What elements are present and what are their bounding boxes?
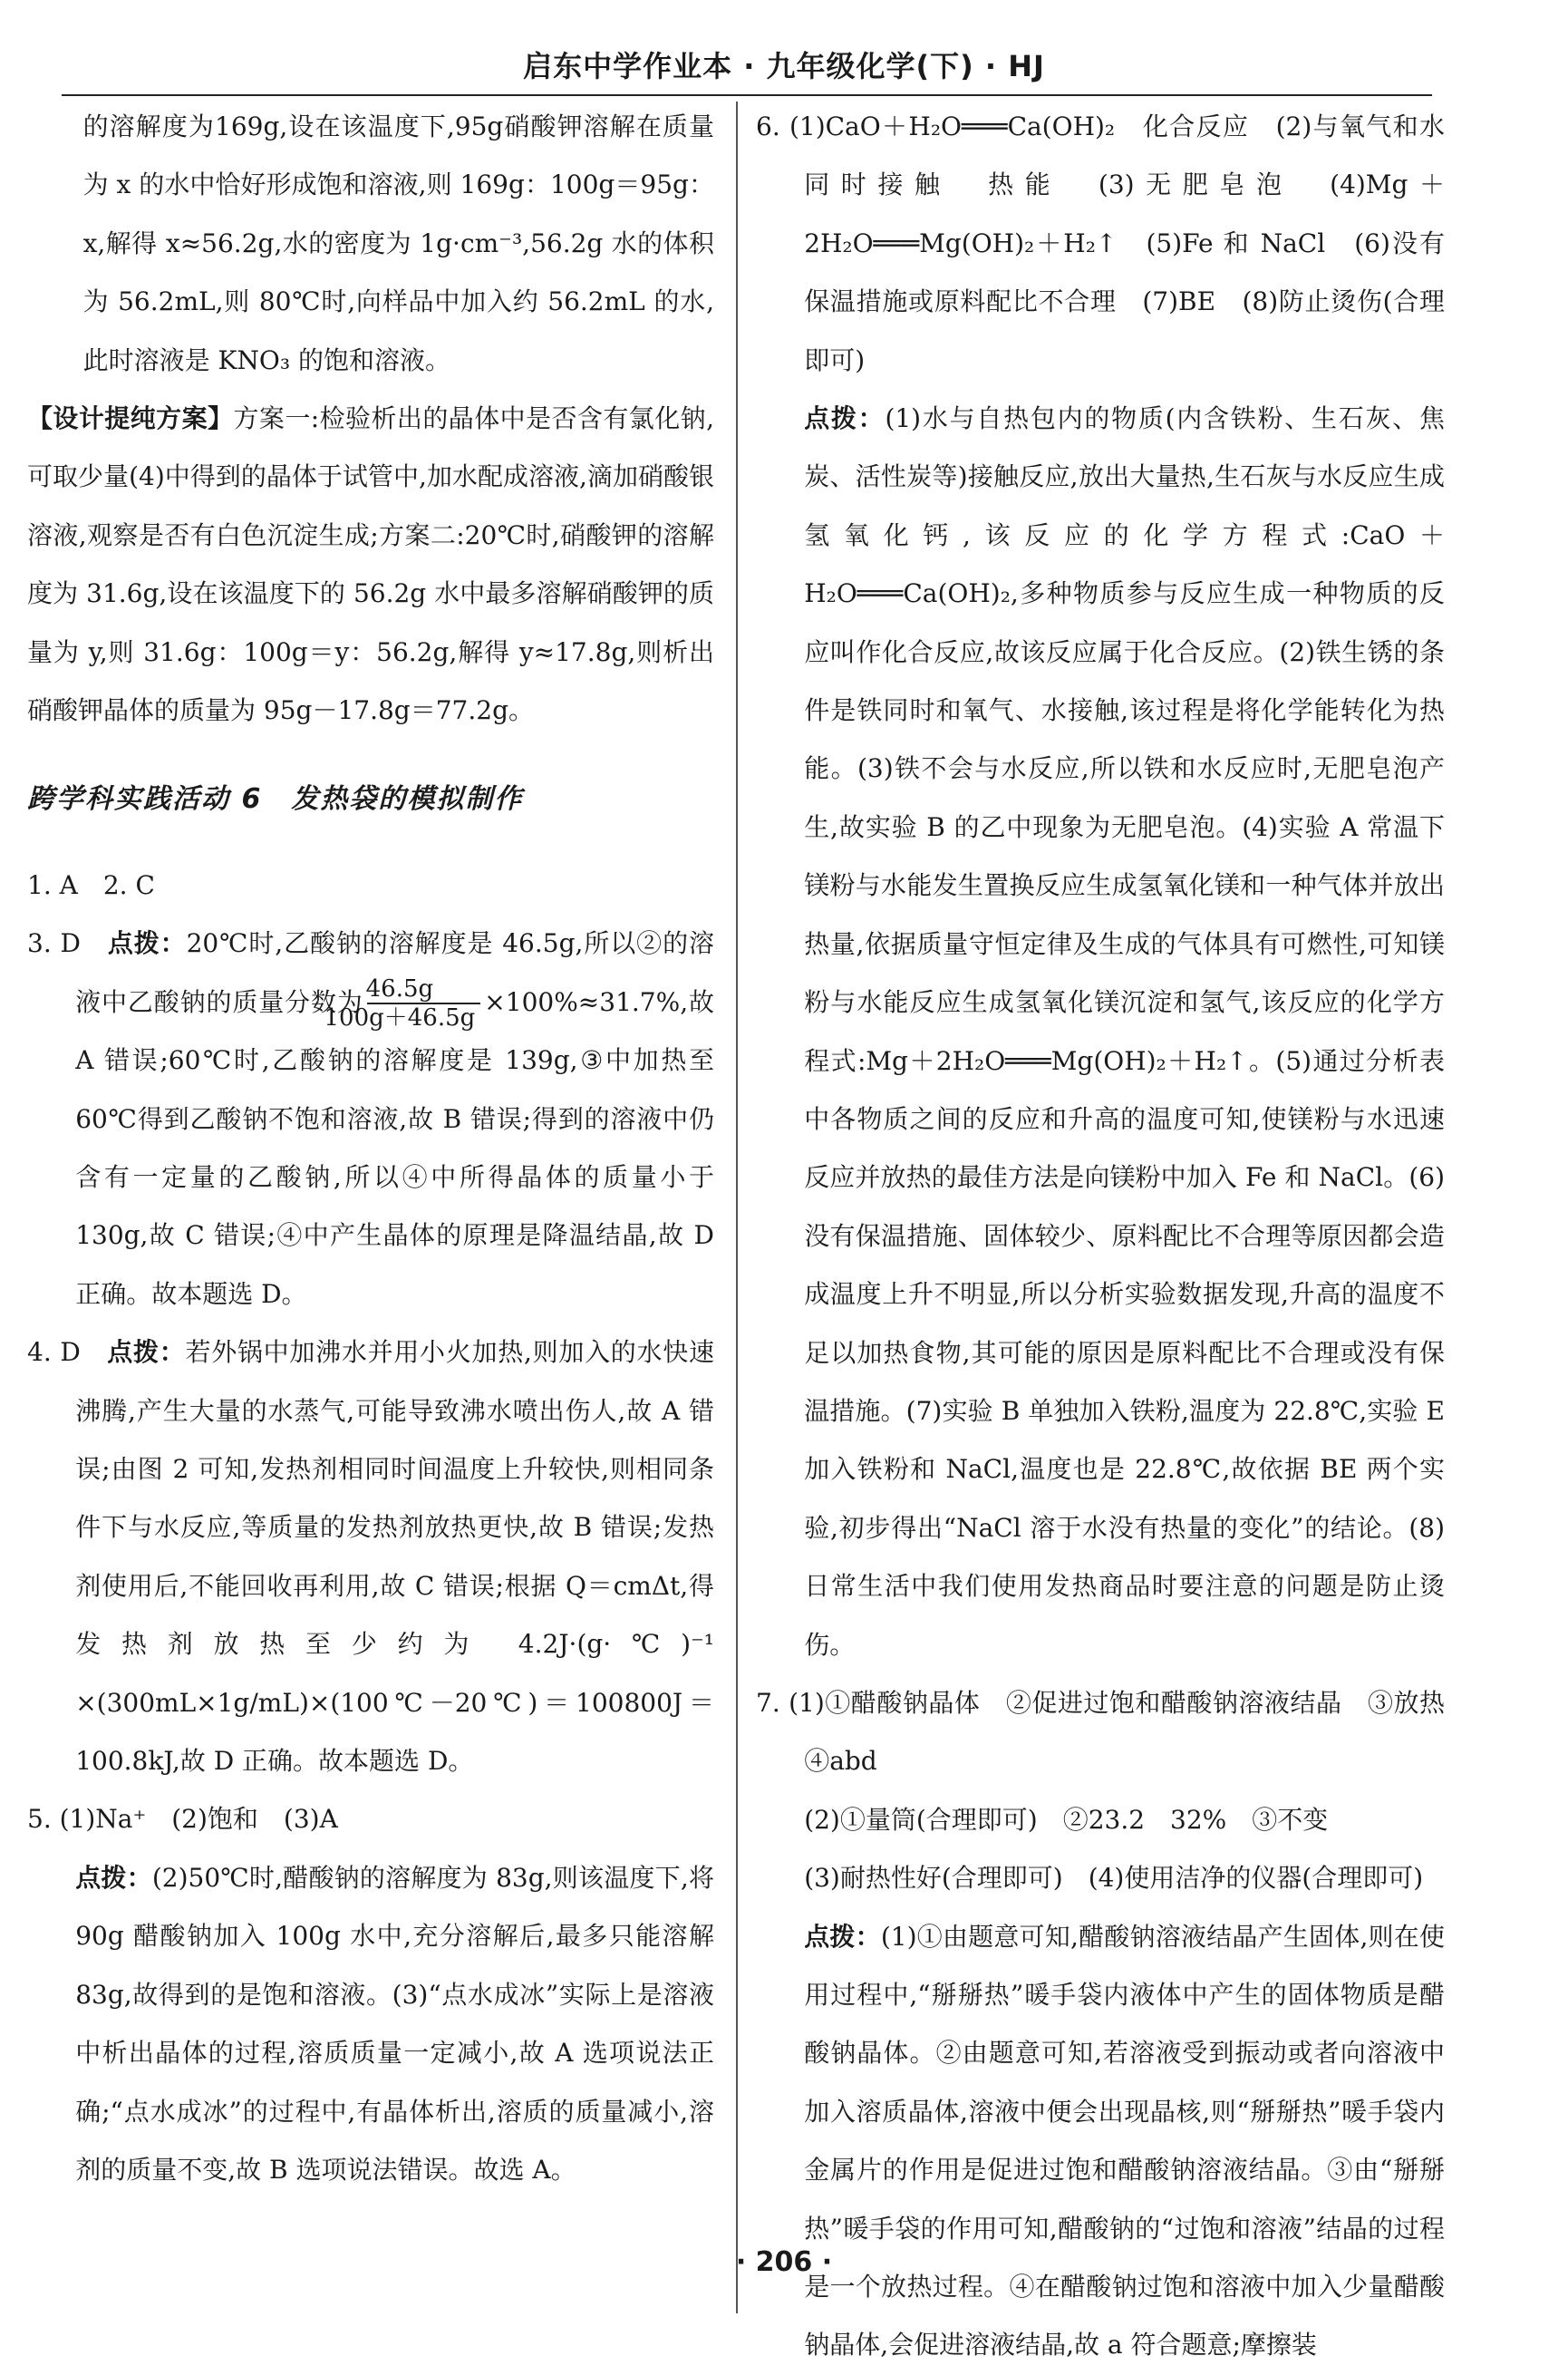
answer-4-text: 若外锅中加沸水并用小火加热,则加入的水快速沸腾,产生大量的水蒸气,可能导致沸水喷出伤人,故 A 错误;由图 2 可知,发热剂相同时间温度上升较快,则相同条件下与水反应,等质量的发热剂放热更快,故 B 错误;发热剂使用后,不能回收再利用,故 C 错误;根据 Q＝cmΔt,得发热剂放热至少约为 4.2J·(g·℃)⁻¹ ×(300mL×1g/mL)×(100℃－20℃)＝100800J＝100.8kJ,故 D 正确。故本题选 D。 [75, 1337, 714, 1777]
header-rule [62, 94, 1432, 96]
answer-4 [27, 1323, 714, 1790]
answer-4-head: 4. D [27, 1337, 108, 1368]
design-paragraph [27, 390, 714, 740]
intro-paragraph: 的溶解度为169g,设在该温度下,95g硝酸钾溶解在质量为 x 的水中恰好形成饱和溶液,则 169g：100g＝95g：x,解得 x≈56.2g,水的密度为 1g·cm⁻³,56.2g 水的体积为 56.2mL,则 80℃时,向样品中加入约 56.2mL 的水,此时溶液是 KNO₃ 的饱和溶液。 [82, 111, 714, 375]
answer-6-tip-text: (1)水与自热包内的物质(内含铁粉、生石灰、焦炭、活性炭等)接触反应,放出大量热,生石灰与水反应生成氢氧化钙,该反应的化学方程式:CaO＋H₂O═══Ca(OH)₂,多种物质参与反应生成一种物质的反应叫作化合反应,故该反应属于化合反应。(2)铁生锈的条件是铁同时和氧气、水接触,该过程是将化学能转化为热能。(3)铁不会与水反应,所以铁和水反应时,无肥皂泡产生,故实验 B 的乙中现象为无肥皂泡。(4)实验 A 常温下镁粉与水能发生置换反应生成氢氧化镁和一种气体并放出热量,依据质量守恒定律及生成的气体具有可燃性,可知镁粉与水能反应生成氢氧化镁沉淀和氢气,该反应的化学方程式:Mg＋2H₂O═══Mg(OH)₂＋H₂↑。(5)通过分析表中各物质之间的反应和升高的温度可知,使镁粉与水迅速反应并放热的最佳方法是向镁粉中加入 Fe 和 NaCl。(6)没有保温措施、固体较少、原料配比不合理等原因都会造成温度上升不明显,所以分析实验数据发现,升高的温度不足以加热食物,其可能的原因是原料配比不合理或没有保温措施。(7)实验 B 单独加入铁粉,温度为 22.8℃,实验 E 加入铁粉和 NaCl,温度也是 22.8℃,故依据 BE 两个实验,初步得出“NaCl 溶于水没有热量的变化”的结论。(8)日常生活中我们使用发热商品时要注意的问题是防止烫伤。 [804, 403, 1445, 1660]
answer-7-part-2: (2)①量筒(合理即可) ②23.2 32% ③不变 [804, 1804, 1329, 1835]
page-header: 启东中学作业本 · 九年级化学(下) · HJ [523, 49, 1045, 83]
design-text: 方案一:检验析出的晶体中是否含有氯化钠,可取少量(4)中得到的晶体于试管中,加水配成溶液,滴加硝酸银溶液,观察是否有白色沉淀生成;方案二:20℃时,硝酸钾的溶解度为 31.6g,设在该温度下的 56.2g 水中最多溶解硝酸钾的质量为 y,则 31.6g：100g＝y：56.2g,解得 y≈17.8g,则析出硝酸钾晶体的质量为 95g－17.8g＝77.2g。 [27, 403, 714, 726]
page-number: · 206 · [735, 2246, 833, 2278]
answer-5-tip-text: (2)50℃时,醋酸钠的溶解度为 83g,则该温度下,将 90g 醋酸钠加入 100g 水中,充分溶解后,最多只能溶解 83g,故得到的是饱和溶液。(3)“点水成冰”实际上是溶液中析出晶体的过程,溶质质量一定减小,故 A 选项说法正确;“点水成冰”的过程中,有晶体析出,溶质的质量减小,溶剂的质量不变,故 B 选项说法错误。故选 A。 [75, 1862, 714, 2185]
answer-5-tip [27, 1849, 714, 2199]
tip-label: 点拨： [804, 1921, 881, 1952]
answer-1-2: 1. A 2. C [27, 869, 155, 900]
answer-3-text-b: ×100%≈31.7%,故 A 错误;60℃时,乙酸钠的溶解度是 139g,③中加热至 60℃得到乙酸钠不饱和溶液,故 B 错误;得到的溶液中仍含有一定量的乙酸钠,所以④中所得晶体的质量小于 130g,故 C 错误;④中产生晶体的原理是降温结晶,故 D 正确。故本题选 D。 [75, 986, 714, 1309]
answer-7-tip [756, 1908, 1445, 2375]
tip-label: 点拨： [107, 1337, 186, 1368]
answer-6-tip [756, 390, 1445, 1674]
tip-label: 点拨： [75, 1862, 152, 1893]
column-divider [736, 102, 738, 2313]
answer-7-part-3: (3)耐热性好(合理即可) (4)使用洁净的仪器(合理即可) [804, 1863, 1424, 1894]
answer-7-tip-text: (1)①由题意可知,醋酸钠溶液结晶产生固体,则在使用过程中,“掰掰热”暖手袋内液体中产生的固体物质是醋酸钠晶体。②由题意可知,若溶液受到振动或者向溶液中加入溶质晶体,溶液中便会出现晶核,则“掰掰热”暖手袋内金属片的作用是促进过饱和醋酸钠溶液结晶。③由“掰掰热”暖手袋的作用可知,醋酸钠的“过饱和溶液”结晶的过程是一个放热过程。④在醋酸钠过饱和溶液中加入少量醋酸钠晶体,会促进溶液结晶,故 a 符合题意;摩擦装 [804, 1921, 1445, 2360]
answer-3 [27, 915, 714, 1323]
answer-5-head: 5. (1)Na⁺ (2)饱和 (3)A [27, 1804, 338, 1835]
design-label: 【设计提纯方案】 [27, 403, 234, 434]
tip-label: 点拨： [107, 928, 187, 959]
answer-3-head: 3. D [27, 928, 108, 959]
left-column [27, 98, 714, 2201]
fraction-numerator: 46.5g [367, 975, 481, 1004]
answer-7-head: 7. (1)①醋酸钠晶体 ②促进过饱和醋酸钠溶液结晶 ③放热 ④abd [756, 1687, 1471, 1777]
fraction-denominator: 100g＋46.5g [324, 1004, 476, 1032]
section-title: 跨学科实践活动 6 发热袋的模拟制作 [27, 783, 524, 816]
answer-6-head: 6. (1)CaO＋H₂O═══Ca(OH)₂ 化合反应 (2)与氧气和水同时接触 热能 (3)无肥皂泡 (4)Mg＋2H₂O═══Mg(OH)₂＋H₂↑ (5)Fe 和 NaCl (6)没有保温措施或原料配比不合理 (7)BE (8)防止烫伤(合理即可) [756, 111, 1445, 375]
fraction [324, 975, 481, 1032]
answer-3-text-a: 20℃时,乙酸钠的溶解度是 46.5g,所以②的溶液中乙酸钠的质量分数为 [75, 928, 714, 1017]
tip-label: 点拨： [804, 403, 886, 434]
